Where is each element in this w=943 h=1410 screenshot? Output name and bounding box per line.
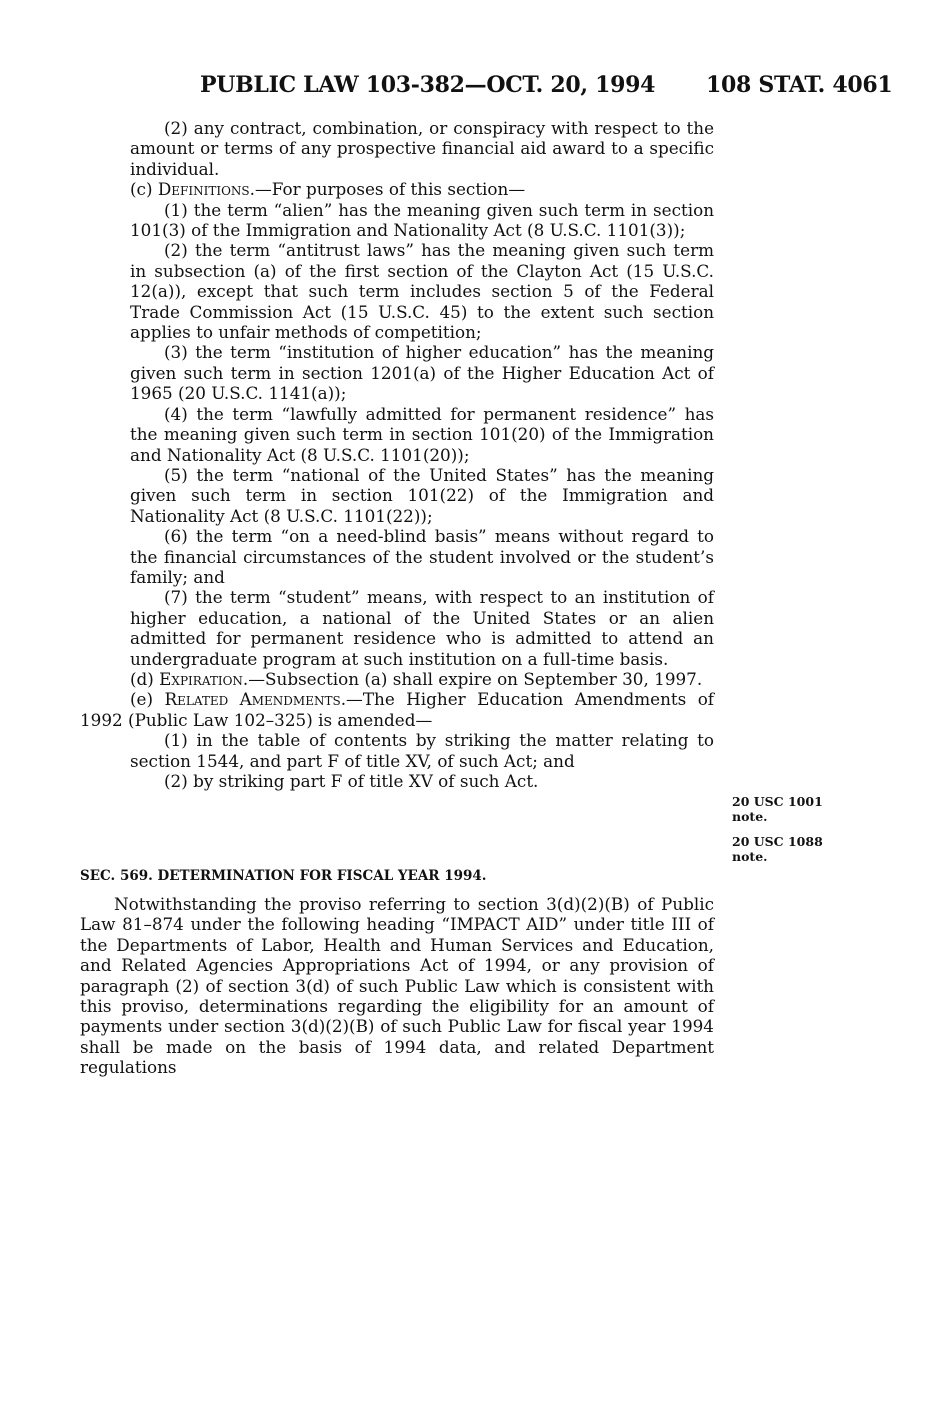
definition-4: (4) the term “lawfully admitted for permanent residence” has the meaning given such term in section 101(20) of the Immigration and Nationality Act (8 U.S.C. 1101(20)); xyxy=(130,403,714,465)
section-569-text: Notwithstanding the proviso referring to section 3(d)(2)(B) of Public Law 81–874 under the following heading “IMPACT AID” under title III of the Departments of Labor, Health and Human Services and Education, and Related Agencies Appropriations Act of 1994, or any provision of paragraph (2) of section 3(d) of such Public Law which is consistent with this proviso, determinations regarding the eligibility for an amount of payments under section 3(d)(2)(B) of such Public Law for fiscal year 1994 shall be made on the basis of 1994 data, and related Department regulations xyxy=(80,894,714,1078)
margin-note-1 xyxy=(732,794,842,824)
subsection-c-label: (c) xyxy=(130,179,158,200)
subsection-e-label: (e) xyxy=(130,689,165,710)
definition-6: (6) the term “on a need-blind basis” means without regard to the financial circumstances of the student involved or the student’s family; and xyxy=(130,526,714,587)
subsection-d xyxy=(80,669,714,689)
paragraph-b2: (2) any contract, combination, or conspiracy with respect to the amount or terms of any prospective financial aid award to a specific individual. xyxy=(130,118,714,179)
subsection-c-intro: .—For purposes of this section— xyxy=(249,179,526,200)
margin-note-2-label: note. xyxy=(732,849,768,864)
running-header-stat-page: 108 STAT. 4061 xyxy=(706,72,893,98)
definition-1: (1) the term “alien” has the meaning given such term in section 101(3) of the Immigration and Nationality Act (8 U.S.C. 1101(3)); xyxy=(130,199,714,241)
subsection-e xyxy=(80,689,714,730)
section-569-body xyxy=(80,894,714,1078)
section-569-heading: SEC. 569. DETERMINATION FOR FISCAL YEAR 1994. xyxy=(80,868,487,884)
amendment-2: (2) by striking part F of title XV of such Act. xyxy=(164,771,539,791)
margin-note-2 xyxy=(732,834,842,864)
subsection-c-heading xyxy=(130,179,714,199)
definition-5: (5) the term “national of the United States” has the meaning given such term in section 101(22) of the Immigration and Nationality Act (8 U.S.C. 1101(22)); xyxy=(130,464,714,526)
definition-3: (3) the term “institution of higher education” has the meaning given such term in section 1201(a) of the Higher Education Act of 1965 (20 U.S.C. 1141(a)); xyxy=(130,342,714,404)
subsection-e-title: Related Amendments xyxy=(164,689,341,710)
subsection-c-title: Definitions xyxy=(157,179,250,200)
definition-7: (7) the term “student” means, with respect to an institution of higher education, a national of the United States or an alien admitted for permanent residence who is admitted to attend an undergraduate program at such institution on a full-time basis. xyxy=(130,587,714,669)
definition-2: (2) the term “antitrust laws” has the meaning given such term in subsection (a) of the first section of the Clayton Act (15 U.S.C. 12(a)), except that such term includes section 5 of the Federal Trade Commission Act (15 U.S.C. 45) to the extent such section applies to unfair methods of competition; xyxy=(130,240,714,343)
subsection-d-title: Expiration xyxy=(159,668,243,689)
subsection-d-label: (d) xyxy=(130,668,160,689)
subsection-e-text: .—The Higher Education Amendments of 1992 (Public Law 102–325) is amended— xyxy=(80,689,715,730)
margin-note-1-citation: 20 USC 1001 xyxy=(732,794,823,809)
statute-body xyxy=(80,118,715,791)
running-header-title: PUBLIC LAW 103-382—OCT. 20, 1994 xyxy=(200,72,656,98)
amendment-1: (1) in the table of contents by striking the matter relating to section 1544, and part F of title XV, of such Act; and xyxy=(130,730,714,771)
subsection-d-text: .—Subsection (a) shall expire on September 30, 1997. xyxy=(242,668,703,689)
margin-note-1-label: note. xyxy=(732,809,768,824)
margin-note-2-citation: 20 USC 1088 xyxy=(732,834,823,849)
